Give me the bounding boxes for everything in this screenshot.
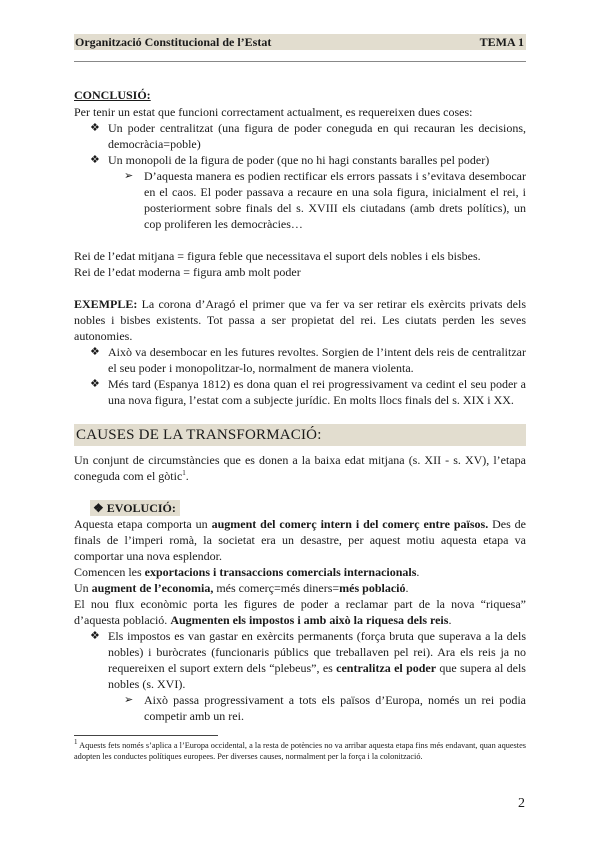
page-number: 2 [518, 796, 525, 811]
arrow-bullet-icon: ➢ [124, 170, 134, 182]
sub-list-item [74, 168, 526, 232]
spacer [74, 484, 526, 500]
document-body [74, 87, 526, 724]
diamond-bullet-icon: ❖ [90, 346, 100, 358]
diamond-bullet-icon: ❖ [90, 122, 100, 134]
footnote-rule [74, 735, 218, 736]
diamond-bullet-icon: ❖ [90, 630, 100, 642]
list-item [74, 344, 526, 376]
spacer [74, 280, 526, 296]
header-title: Organització Constitucional de l’Estat [75, 35, 272, 49]
exemple-label: EXEMPLE: [74, 297, 138, 311]
evolucio-heading: ❖ EVOLUCIÓ: [90, 500, 180, 516]
diamond-bullet-icon: ❖ [93, 501, 104, 515]
list-item [74, 376, 526, 408]
evolucio-heading-row [74, 500, 526, 516]
exemple-paragraph [74, 296, 526, 344]
footnote-number: 1 [74, 738, 78, 747]
exemple-bullet-1: Això va desembocar en les futures revoltes. Sorgien de l’intent dels reis de centralitzar el seu poder i monopolitzar-lo, normalment de manera violenta. [108, 345, 526, 375]
diamond-bullet-icon: ❖ [90, 154, 100, 166]
conclusio-intro: Per tenir un estat que funcioni correctament actualment, es requereixen dues coses: [74, 105, 473, 119]
exemple-bullet-2: Més tard (Espanya 1812) es dona quan el rei progressivament va cedint el seu poder a una nova figura, l’estat com a subjecte jurídic. En molts llocs finals del s. XIX i XX. [108, 377, 526, 407]
arrow-bullet-icon: ➢ [124, 694, 134, 706]
evolucio-p1: Aquesta etapa comporta un augment del comerç intern i del comerç entre països. Des de finals de l’imperi romà, la societat era un desastre, per aquest motiu aquesta etapa va comportar una nova esplendor. [74, 517, 526, 563]
footnote [74, 740, 526, 762]
conclusio-bullet-2: Un monopoli de la figura de poder (que no hi hagi constants baralles pel poder) [108, 153, 490, 167]
evolucio-sub: Això passa progressivament a tots els països d’Europa, només un rei podia competir amb un rei. [144, 693, 526, 723]
diamond-bullet-icon: ❖ [90, 378, 100, 390]
evolucio-p2: Comencen les exportacions i transaccions comercials internacionals. [74, 565, 420, 579]
list-item [74, 152, 526, 168]
exemple-text: La corona d’Aragó el primer que va fer va ser retirar els exèrcits privats dels nobles i bisbes existents. Tot passa a ser propietat del rei. Les ciutats perden les seves autonomies. [74, 297, 526, 343]
spacer [74, 232, 526, 248]
evolucio-bullet: Els impostos es van gastar en exèrcits permanents (força bruta que superava a la dels nobles) i buròcrates (funcionaris públics que treballaven pel rei). Ara els reis ja no requereixen el suport extern dels “plebeus”, es centralitza el poder que supera al dels nobles (s. XVI). [108, 629, 526, 691]
page-header [74, 34, 526, 50]
rei-edat-mitjana: Rei de l’edat mitjana = figura feble que necessitava el suport dels nobles i els bisbes. [74, 249, 481, 263]
evolucio-p3: Un augment de l’economia, més comerç=més diners=més població. [74, 581, 409, 595]
footnote-ref[interactable]: 1 [182, 469, 186, 477]
conclusio-sub-1: D’aquesta manera es podien rectificar els errors passats i s’evitava desembocar en el caos. El poder passava a recaure en una sola figura, inicialment el rei, i posteriorment sobre finals del s. XVIII els ciutadans (amb drets polítics), un cop proliferen les democràcies… [144, 169, 526, 231]
causes-text: Un conjunt de circumstàncies que es donen a la baixa edat mitjana (s. XII - s. XV), l’etapa coneguda com el gòtic$^1$. [74, 453, 526, 483]
list-item [74, 628, 526, 692]
rei-edat-moderna: Rei de l’edat moderna = figura amb molt poder [74, 265, 301, 279]
conclusio-bullet-1: Un poder centralitzat (una figura de poder coneguda en qui recauran les decisions, democràcia=poble) [108, 121, 526, 151]
list-item [74, 120, 526, 152]
spacer [74, 408, 526, 424]
causes-heading: CAUSES DE LA TRANSFORMACIÓ: [74, 424, 526, 446]
header-tema: TEMA 1 [479, 35, 524, 49]
evolucio-p4: El nou flux econòmic porta les figures de poder a reclamar part de la nova “riquesa” d’aquesta població. Augmenten els impostos i amb això la riquesa dels reis. [74, 597, 526, 627]
sub-list-item [74, 692, 526, 724]
footnote-text: Aquests fets només s’aplica a l’Europa occidental, a la resta de potències no va arribar aquesta etapa fins més endavant, quan aquestes adopten les conductes polítiques europees. Per diverses causes, normalment per la força i la colonització. [74, 741, 526, 761]
header-rule [74, 61, 526, 62]
conclusio-heading: CONCLUSIÓ: [74, 88, 151, 102]
